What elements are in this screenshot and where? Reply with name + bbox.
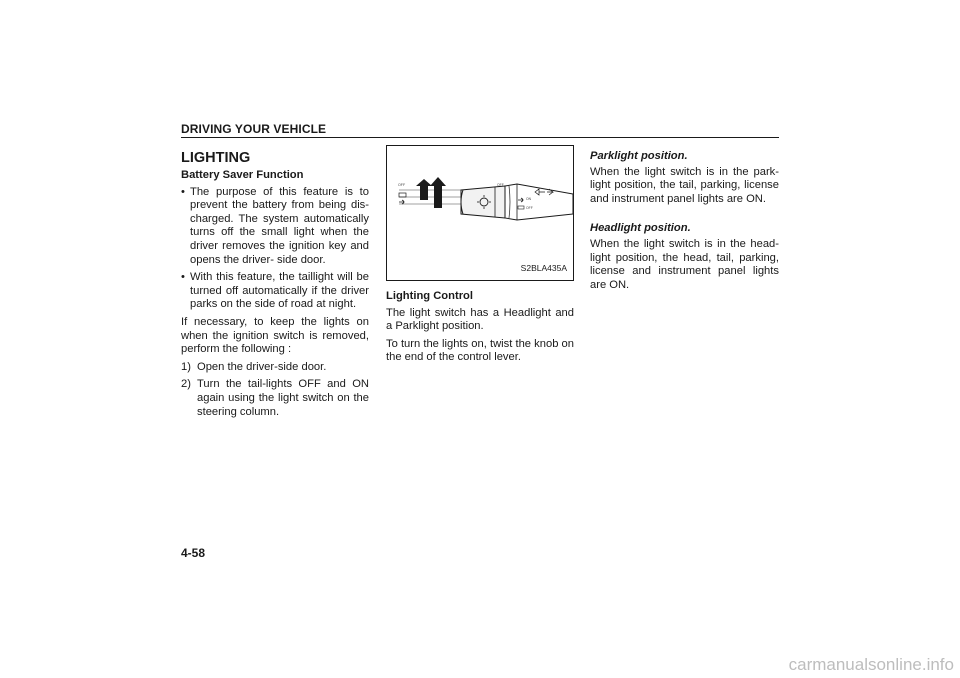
figure-code: S2BLA435A: [520, 263, 567, 274]
column-2: [386, 150, 574, 369]
column-3: [590, 150, 779, 296]
step-item: [181, 361, 369, 375]
off-left-label: OFF: [398, 183, 406, 187]
intro-paragraph: If necessary, to keep the lights on when the ignition switch is removed, perform the following :: [181, 315, 369, 356]
page-title: LIGHTING: [181, 150, 251, 166]
header-rule: [181, 137, 779, 138]
step-text: Open the driver-side door.: [197, 360, 327, 373]
bullet-item: [181, 186, 369, 268]
bullet-icon: •: [181, 185, 185, 198]
parklight-text: When the light switch is in the park-light position, the tail, parking, license and instrument panel lights are ON.: [590, 165, 779, 205]
off-top-label: OFF: [497, 183, 504, 187]
bullet-icon: •: [181, 271, 185, 284]
step-item: [181, 378, 369, 419]
parklight-heading: Parklight position.: [590, 150, 688, 162]
column-1: [181, 150, 369, 423]
light-switch-illustration: [387, 146, 573, 280]
watermark: carmanualsonline.info: [788, 655, 954, 674]
section-header: DRIVING YOUR VEHICLE: [181, 122, 327, 136]
off-right-label: OFF: [526, 206, 533, 210]
headlight-text: When the light switch is in the head-light position, the head, tail, parking, license and instrument panel lights are ON.: [590, 237, 779, 291]
battery-saver-heading: Battery Saver Function: [181, 169, 304, 181]
paragraph: To turn the lights on, twist the knob on the end of the control lever.: [386, 337, 574, 364]
lighting-control-heading: Lighting Control: [386, 290, 473, 302]
step-number: 2): [181, 378, 191, 391]
step-number: 1): [181, 360, 191, 373]
bullet-text: The purpose of this feature is to prevent the battery from being dis-charged. The system automatically turns off the small light when the driver removes the ignition key and opens the driver- side door.: [190, 185, 369, 266]
bullet-item: [181, 271, 369, 312]
bullet-text: With this feature, the taillight will be turned off automatically if the driver parks on the side of road at night.: [190, 271, 369, 311]
paragraph: The light switch has a Headlight and a Parklight position.: [386, 306, 574, 333]
step-text: Turn the tail-lights OFF and ON again using the light switch on the steering column.: [197, 378, 369, 418]
headlight-heading: Headlight position.: [590, 222, 691, 235]
on-label: ON: [526, 197, 532, 201]
page-number: 4-58: [181, 546, 206, 560]
light-switch-figure: [386, 145, 574, 281]
